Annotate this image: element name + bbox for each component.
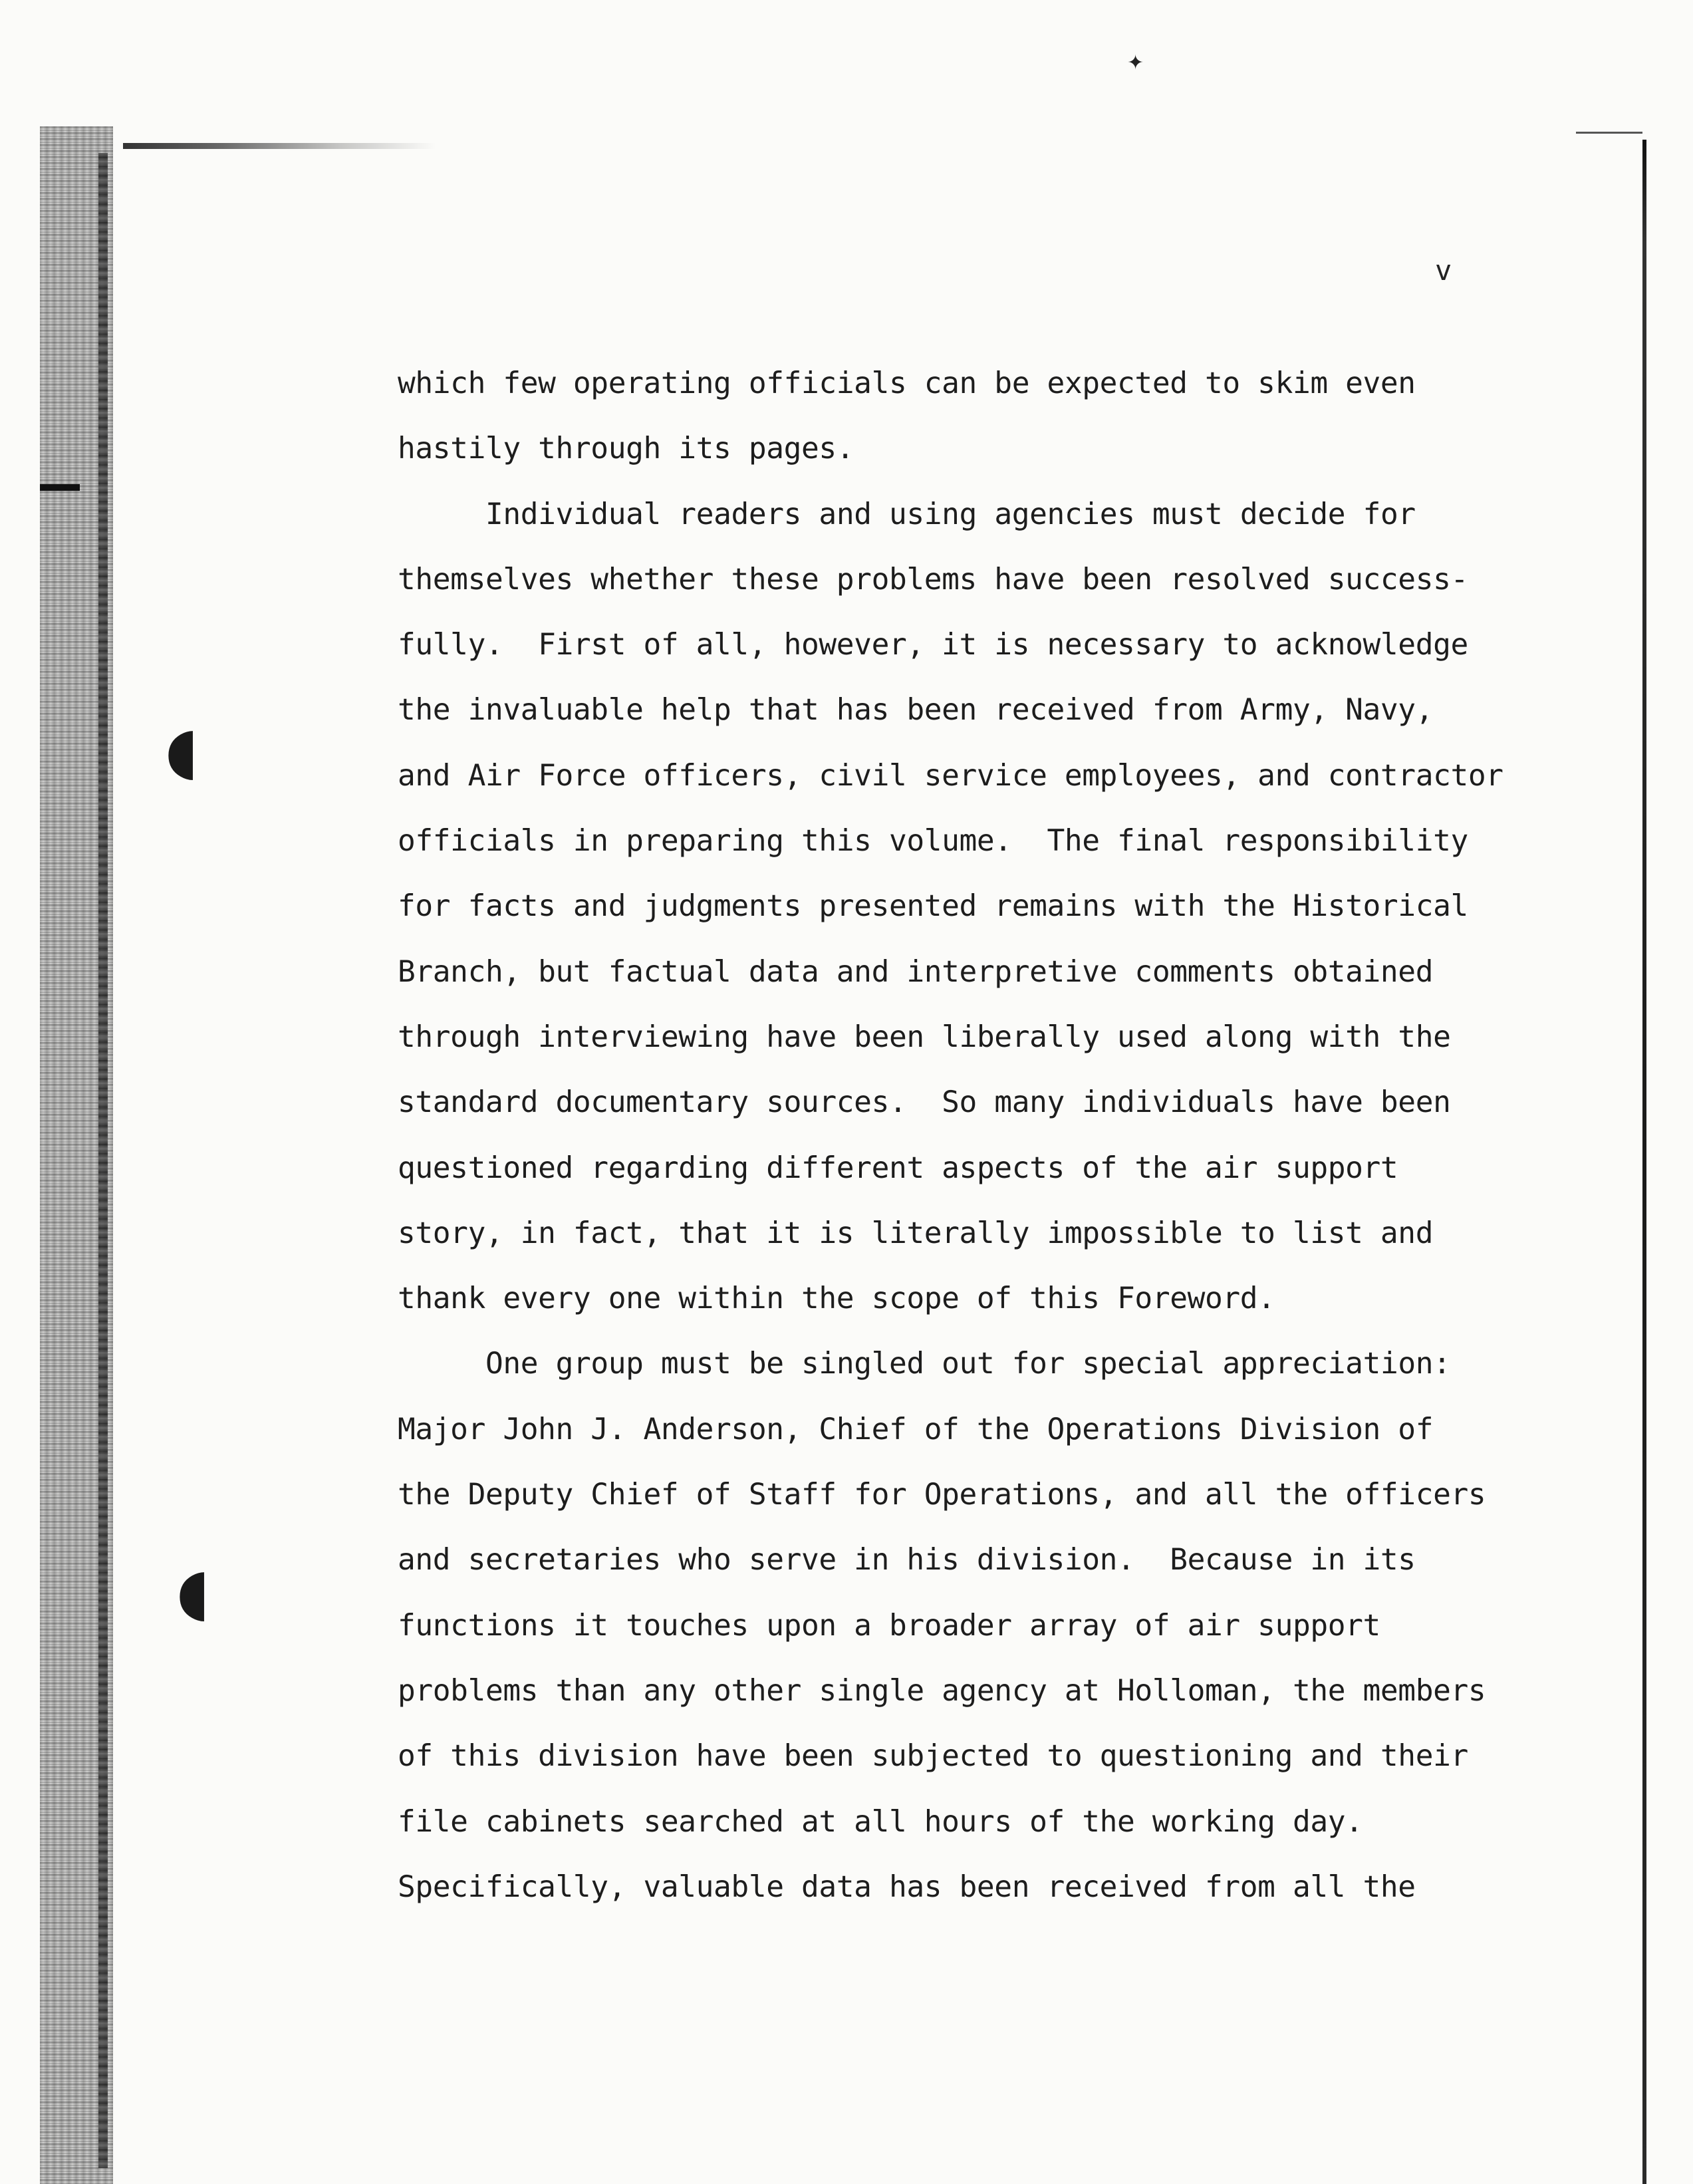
text-line: officials in preparing this volume. The final responsibility [398, 824, 1468, 859]
text-line: file cabinets searched at all hours of the working day. [398, 1804, 1363, 1839]
text-line: story, in fact, that it is literally impossible to list and [398, 1216, 1434, 1250]
top-scan-mark [123, 143, 436, 149]
text-line: problems than any other single agency at Holloman, the members [398, 1673, 1486, 1708]
text-line: Major John J. Anderson, Chief of the Operations Division of [398, 1412, 1434, 1446]
text-line: and secretaries who serve in his division. Because in its [398, 1543, 1416, 1577]
text-line: fully. First of all, however, it is necessary to acknowledge [398, 628, 1468, 662]
binding-edge-line [98, 153, 108, 2168]
text-line: questioned regarding different aspects of the air support [398, 1151, 1398, 1185]
text-line: Branch, but factual data and interpretive comments obtained [398, 954, 1434, 989]
text-line: functions it touches upon a broader array of air support [398, 1608, 1380, 1643]
text-line: standard documentary sources. So many individuals have been [398, 1085, 1451, 1120]
text-line: and Air Force officers, civil service employees, and contractor [398, 758, 1503, 793]
text-line: thank every one within the scope of this Foreword. [398, 1282, 1275, 1316]
scan-speck: ✦ [1127, 51, 1144, 74]
text-line: which few operating officials can be expected to skim even [398, 366, 1416, 400]
binding-tab-mark [40, 484, 80, 491]
text-line: of this division have been subjected to questioning and their [398, 1739, 1468, 1774]
text-line: through interviewing have been liberally used along with the [398, 1020, 1451, 1054]
text-line: the invaluable help that has been received from Army, Navy, [398, 693, 1434, 728]
top-right-scan-mark [1576, 132, 1642, 134]
right-page-edge [1642, 140, 1646, 2184]
text-line: themselves whether these problems have been resolved success- [398, 562, 1468, 597]
punch-hole-upper: ◖ [165, 712, 199, 787]
body-text [398, 351, 1541, 1920]
text-line: for facts and judgments presented remains with the Historical [398, 889, 1468, 924]
text-line: Specifically, valuable data has been received from all the [398, 1869, 1416, 1904]
paragraph-start-line: Individual readers and using agencies must decide for [485, 497, 1416, 531]
paragraph-start-line: One group must be singled out for special appreciation: [485, 1347, 1451, 1381]
punch-hole-lower: ◖ [176, 1554, 210, 1629]
text-line: the Deputy Chief of Staff for Operations, and all the officers [398, 1478, 1486, 1512]
text-line: hastily through its pages. [398, 432, 854, 466]
page-number: v [1435, 254, 1452, 287]
